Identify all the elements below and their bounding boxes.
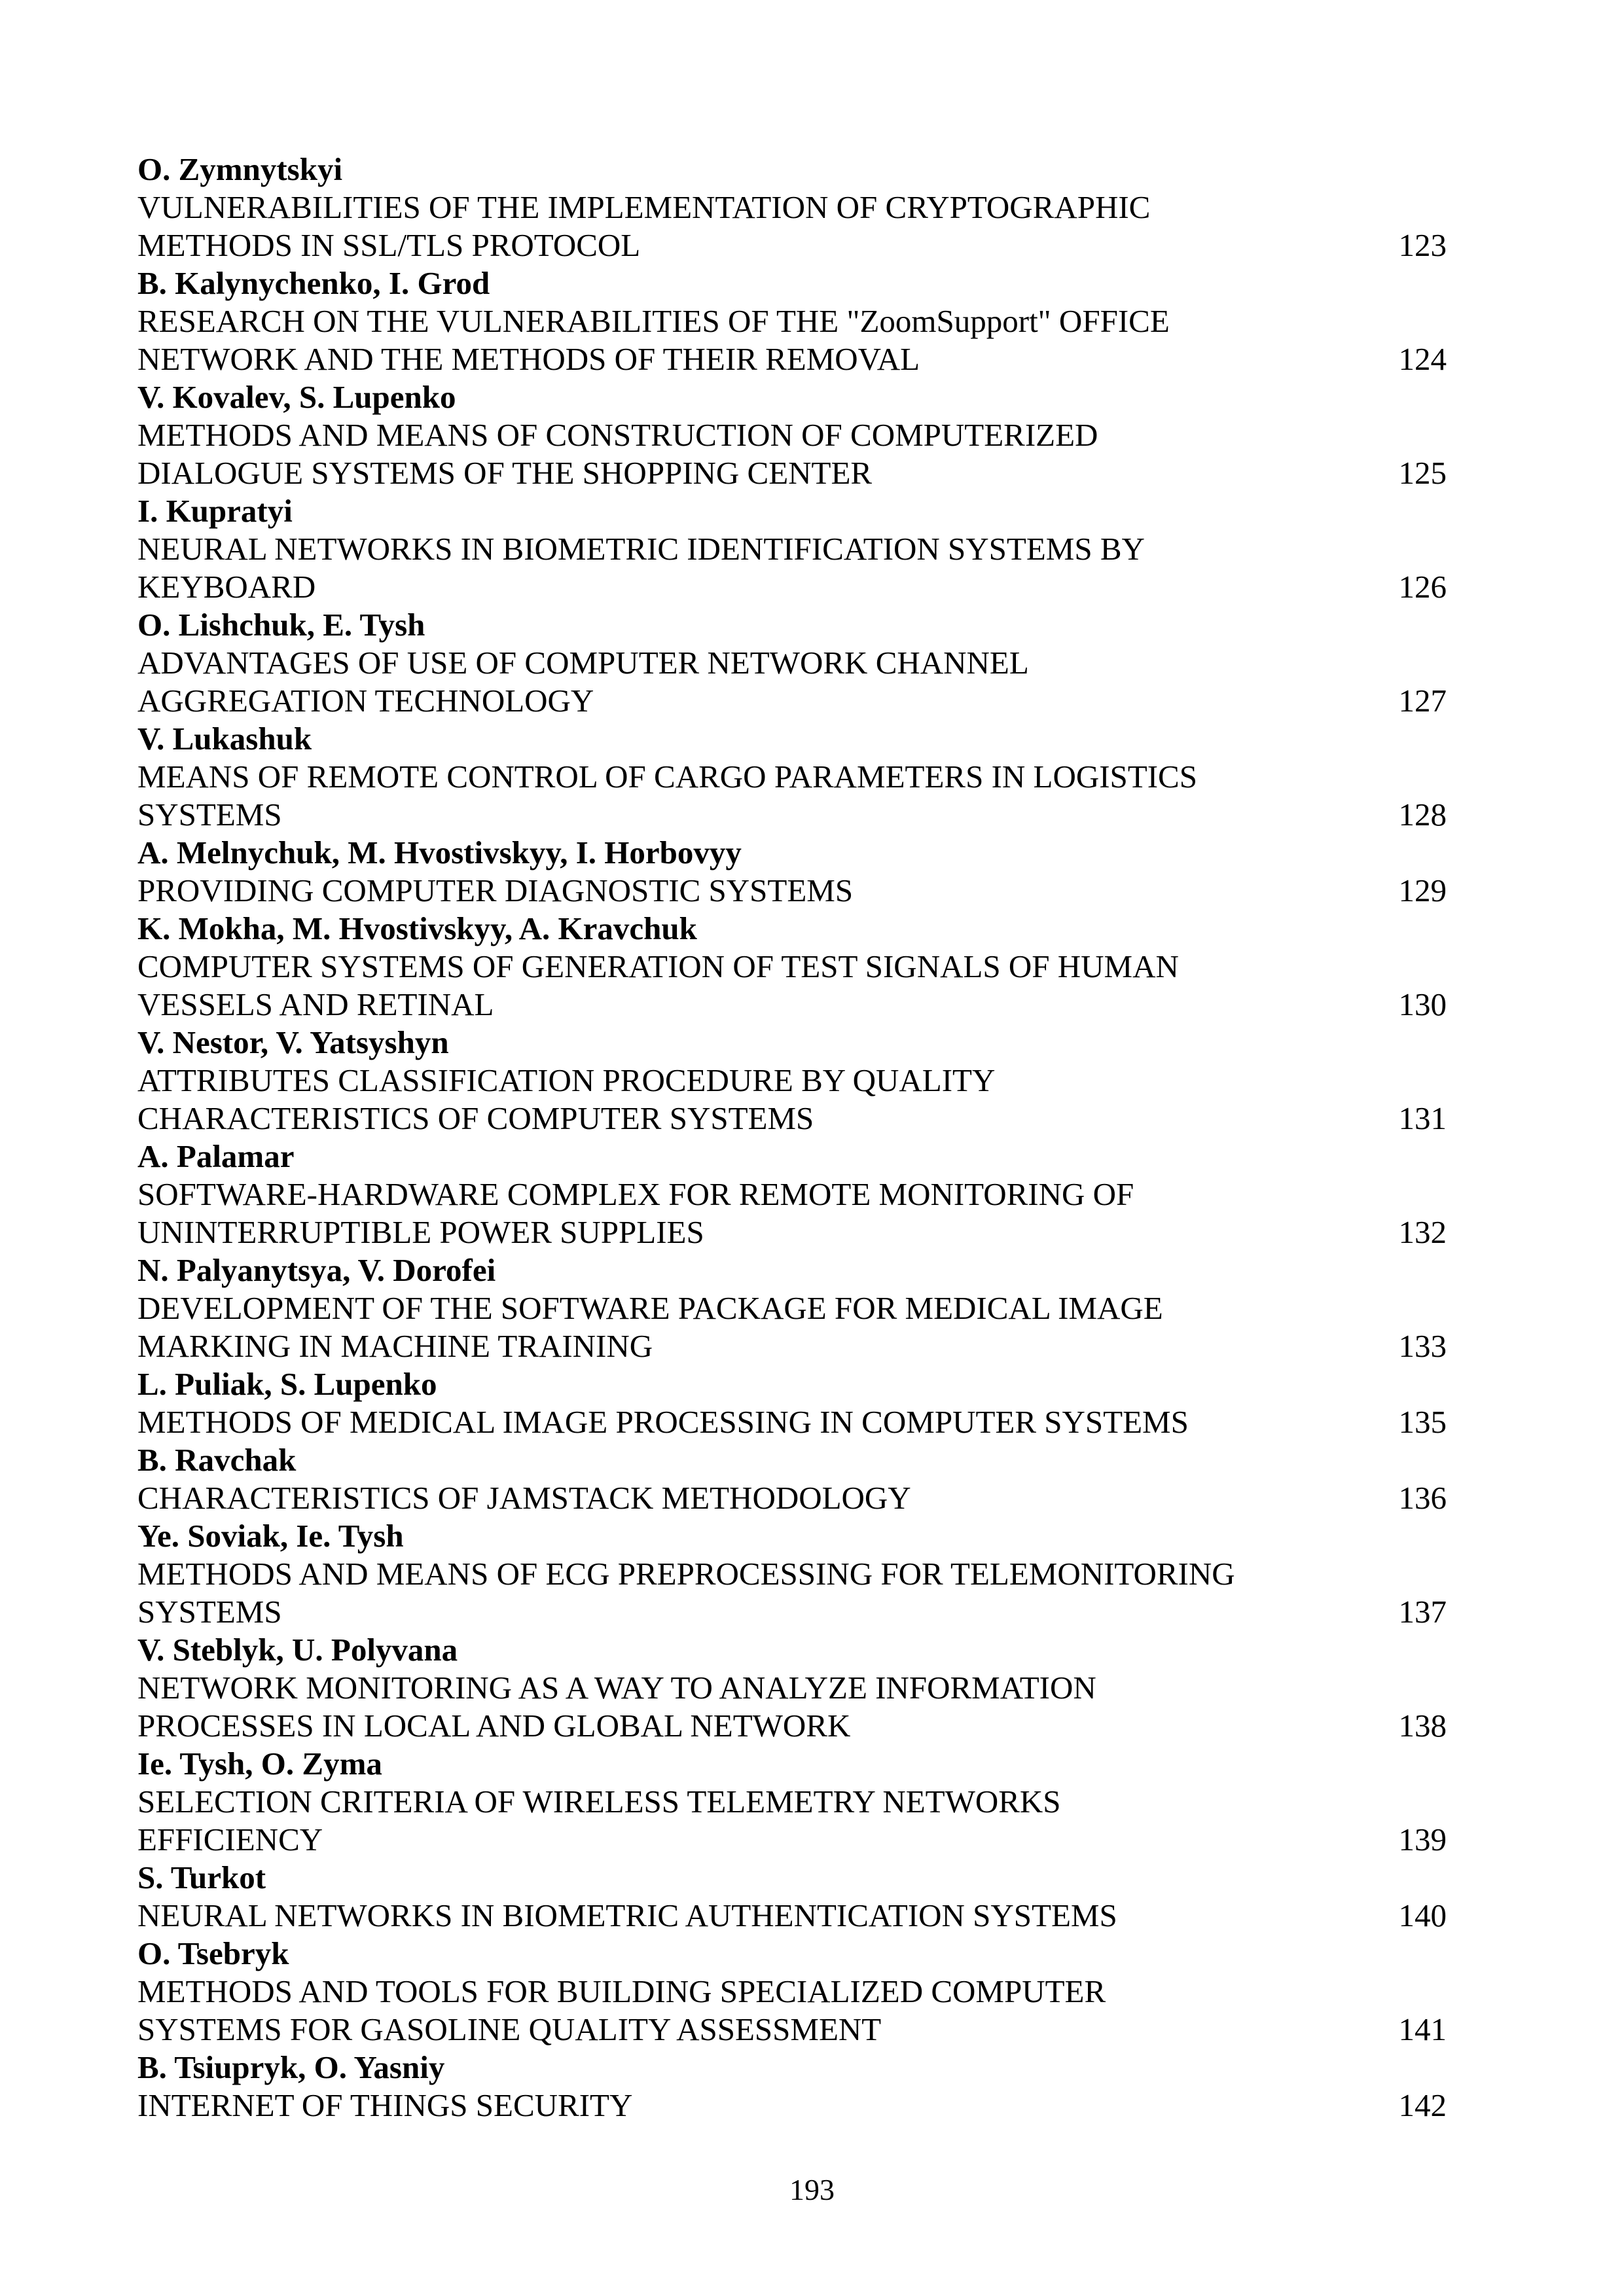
toc-entry-page-number: 129 bbox=[1398, 872, 1447, 908]
toc-entry-authors: Ye. Soviak, Ie. Tysh bbox=[137, 1518, 404, 1554]
toc-entry-title-line bbox=[137, 226, 1447, 264]
toc-entry-page-number: 142 bbox=[1398, 2087, 1447, 2123]
toc-entry-title: VULNERABILITIES OF THE IMPLEMENTATION OF CRYPTOGRAPHIC bbox=[137, 189, 1151, 225]
toc-entry-title-line bbox=[137, 1289, 1447, 1327]
toc-entry-authors: N. Palyanytsya, V. Dorofei bbox=[137, 1252, 496, 1288]
toc-entry-title-line bbox=[137, 188, 1447, 226]
toc-entry-page-number: 131 bbox=[1398, 1100, 1447, 1136]
toc-entry-authors: O. Lishchuk, E. Tysh bbox=[137, 607, 425, 643]
toc-entry-authors: O. Tsebryk bbox=[137, 1935, 289, 1971]
toc-entry bbox=[137, 1859, 1447, 1935]
toc-entry-title-line bbox=[137, 1175, 1447, 1213]
toc-entry-page-number: 135 bbox=[1398, 1404, 1447, 1440]
toc-entry-title-line bbox=[137, 986, 1447, 1024]
toc-entry-title: PROVIDING COMPUTER DIAGNOSTIC SYSTEMS bbox=[137, 872, 854, 908]
toc-entry-title-line bbox=[137, 872, 1447, 910]
toc-entry-authors: B. Tsiupryk, O. Yasniy bbox=[137, 2049, 445, 2085]
toc-entry-title-line bbox=[137, 2011, 1447, 2049]
toc-entry-title: RESEARCH ON THE VULNERABILITIES OF THE "ZoomSupport" OFFICE bbox=[137, 303, 1170, 339]
toc-entry-title: NEURAL NETWORKS IN BIOMETRIC IDENTIFICATION SYSTEMS BY bbox=[137, 531, 1145, 567]
toc-entry-authors: S. Turkot bbox=[137, 1859, 266, 1895]
toc-entry-title: ADVANTAGES OF USE OF COMPUTER NETWORK CHANNEL bbox=[137, 645, 1029, 681]
toc-entry-title: SELECTION CRITERIA OF WIRELESS TELEMETRY NETWORKS bbox=[137, 1784, 1061, 1820]
toc-entry-title: KEYBOARD bbox=[137, 569, 316, 605]
toc-entry-title-line bbox=[137, 1062, 1447, 1100]
toc-entry-title: EFFICIENCY bbox=[137, 1821, 323, 1857]
toc-entry-title-line bbox=[137, 1213, 1447, 1251]
toc-entry bbox=[137, 264, 1447, 378]
toc-entry-authors: B. Kalynychenko, I. Grod bbox=[137, 265, 490, 301]
toc-entry-title: COMPUTER SYSTEMS OF GENERATION OF TEST SIGNALS OF HUMAN bbox=[137, 948, 1179, 984]
toc-entry-title: MARKING IN MACHINE TRAINING bbox=[137, 1328, 653, 1364]
toc-entry bbox=[137, 1024, 1447, 1138]
toc-entry-title-line bbox=[137, 1100, 1447, 1138]
toc-entry-authors: V. Steblyk, U. Polyvana bbox=[137, 1632, 458, 1668]
toc-entry-title: AGGREGATION TECHNOLOGY bbox=[137, 683, 594, 719]
toc-entry-title-line bbox=[137, 1479, 1447, 1517]
toc-entry-title-line bbox=[137, 416, 1447, 454]
toc-entry-title: SOFTWARE-HARDWARE COMPLEX FOR REMOTE MONITORING OF bbox=[137, 1176, 1134, 1212]
toc-entry-page-number: 124 bbox=[1398, 341, 1447, 377]
toc-entry-title: METHODS OF MEDICAL IMAGE PROCESSING IN COMPUTER SYSTEMS bbox=[137, 1404, 1189, 1440]
toc-entry-title-line bbox=[137, 1403, 1447, 1441]
toc-entry-title-line bbox=[137, 1707, 1447, 1745]
table-of-contents bbox=[137, 151, 1447, 2125]
toc-entry bbox=[137, 720, 1447, 834]
toc-entry-page-number: 126 bbox=[1398, 569, 1447, 605]
toc-entry bbox=[137, 1441, 1447, 1517]
toc-entry-title: MEANS OF REMOTE CONTROL OF CARGO PARAMETERS IN LOGISTICS bbox=[137, 759, 1197, 795]
toc-entry-page-number: 141 bbox=[1398, 2011, 1447, 2047]
toc-entry-title-line bbox=[137, 1555, 1447, 1593]
toc-entry-title: NETWORK AND THE METHODS OF THEIR REMOVAL bbox=[137, 341, 920, 377]
toc-entry-title: CHARACTERISTICS OF COMPUTER SYSTEMS bbox=[137, 1100, 814, 1136]
toc-entry-title-line bbox=[137, 340, 1447, 378]
toc-entry-authors: K. Mokha, M. Hvostivskyy, A. Kravchuk bbox=[137, 910, 697, 946]
toc-entry-title-line bbox=[137, 1783, 1447, 1821]
toc-entry-title: DIALOGUE SYSTEMS OF THE SHOPPING CENTER bbox=[137, 455, 873, 491]
toc-entry-title-line bbox=[137, 758, 1447, 796]
toc-entry-title: ATTRIBUTES CLASSIFICATION PROCEDURE BY QUALITY bbox=[137, 1062, 996, 1098]
toc-entry-authors: I. Kupratyi bbox=[137, 493, 293, 529]
toc-entry-authors: V. Nestor, V. Yatsyshyn bbox=[137, 1024, 449, 1060]
toc-entry-title: SYSTEMS FOR GASOLINE QUALITY ASSESSMENT bbox=[137, 2011, 882, 2047]
toc-entry-title: NEURAL NETWORKS IN BIOMETRIC AUTHENTICATION SYSTEMS bbox=[137, 1897, 1117, 1933]
toc-entry-title-line bbox=[137, 1897, 1447, 1935]
toc-entry bbox=[137, 2049, 1447, 2125]
toc-entry-page-number: 136 bbox=[1398, 1480, 1447, 1516]
toc-entry-page-number: 123 bbox=[1398, 227, 1447, 263]
toc-entry-title-line bbox=[137, 454, 1447, 492]
toc-entry-authors: Ie. Tysh, O. Zyma bbox=[137, 1746, 382, 1782]
toc-entry bbox=[137, 1517, 1447, 1631]
toc-entry-title-line bbox=[137, 568, 1447, 606]
toc-entry-title: METHODS AND MEANS OF CONSTRUCTION OF COMPUTERIZED bbox=[137, 417, 1098, 453]
toc-entry-title-line bbox=[137, 644, 1447, 682]
toc-entry-page-number: 130 bbox=[1398, 986, 1447, 1022]
toc-entry-title: SYSTEMS bbox=[137, 1594, 282, 1630]
toc-entry bbox=[137, 1631, 1447, 1745]
toc-entry-title-line bbox=[137, 1327, 1447, 1365]
toc-entry-page-number: 125 bbox=[1398, 455, 1447, 491]
toc-entry bbox=[137, 606, 1447, 720]
toc-entry-title: METHODS AND TOOLS FOR BUILDING SPECIALIZED COMPUTER bbox=[137, 1973, 1106, 2009]
toc-entry bbox=[137, 378, 1447, 492]
toc-entry-title: INTERNET OF THINGS SECURITY bbox=[137, 2087, 633, 2123]
toc-entry-authors: O. Zymnytskyi bbox=[137, 151, 343, 187]
toc-entry-title-line bbox=[137, 1821, 1447, 1859]
toc-entry-title: METHODS IN SSL/TLS PROTOCOL bbox=[137, 227, 641, 263]
toc-entry-authors: V. Lukashuk bbox=[137, 721, 312, 757]
toc-entry-page-number: 132 bbox=[1398, 1214, 1447, 1250]
toc-entry-title: UNINTERRUPTIBLE POWER SUPPLIES bbox=[137, 1214, 704, 1250]
toc-entry bbox=[137, 151, 1447, 264]
toc-entry-authors: V. Kovalev, S. Lupenko bbox=[137, 379, 456, 415]
toc-entry-page-number: 140 bbox=[1398, 1897, 1447, 1933]
toc-entry-page-number: 137 bbox=[1398, 1594, 1447, 1630]
toc-entry-title-line bbox=[137, 1973, 1447, 2011]
toc-entry bbox=[137, 1365, 1447, 1441]
toc-entry-title: SYSTEMS bbox=[137, 797, 282, 833]
toc-entry-title-line bbox=[137, 302, 1447, 340]
toc-entry-page-number: 127 bbox=[1398, 683, 1447, 719]
toc-entry-page-number: 139 bbox=[1398, 1821, 1447, 1857]
toc-entry-title-line bbox=[137, 1669, 1447, 1707]
toc-entry-title-line bbox=[137, 796, 1447, 834]
toc-entry-title-line bbox=[137, 948, 1447, 986]
toc-entry-title-line bbox=[137, 1593, 1447, 1631]
toc-entry bbox=[137, 1251, 1447, 1365]
toc-entry-title: METHODS AND MEANS OF ECG PREPROCESSING FOR TELEMONITORING bbox=[137, 1556, 1235, 1592]
toc-entry bbox=[137, 1935, 1447, 2049]
toc-entry-title: PROCESSES IN LOCAL AND GLOBAL NETWORK bbox=[137, 1708, 851, 1744]
toc-entry bbox=[137, 1138, 1447, 1251]
toc-entry-title: VESSELS AND RETINAL bbox=[137, 986, 494, 1022]
toc-entry-title-line bbox=[137, 2087, 1447, 2125]
toc-entry-authors: L. Puliak, S. Lupenko bbox=[137, 1366, 437, 1402]
toc-entry-page-number: 128 bbox=[1398, 797, 1447, 833]
toc-entry-page-number: 133 bbox=[1398, 1328, 1447, 1364]
toc-entry bbox=[137, 1745, 1447, 1859]
toc-entry-authors: A. Palamar bbox=[137, 1138, 295, 1174]
toc-entry-authors: A. Melnychuk, M. Hvostivskyy, I. Horbovyy bbox=[137, 834, 742, 870]
toc-entry-title: DEVELOPMENT OF THE SOFTWARE PACKAGE FOR MEDICAL IMAGE bbox=[137, 1290, 1163, 1326]
page-number-footer: 193 bbox=[789, 2173, 835, 2206]
toc-entry-title-line bbox=[137, 530, 1447, 568]
toc-entry bbox=[137, 910, 1447, 1024]
toc-entry-page-number: 138 bbox=[1398, 1708, 1447, 1744]
toc-entry-title: NETWORK MONITORING AS A WAY TO ANALYZE INFORMATION bbox=[137, 1670, 1096, 1706]
toc-entry bbox=[137, 834, 1447, 910]
toc-entry bbox=[137, 492, 1447, 606]
toc-entry-title: CHARACTERISTICS OF JAMSTACK METHODOLOGY bbox=[137, 1480, 911, 1516]
toc-entry-title-line bbox=[137, 682, 1447, 720]
toc-entry-authors: B. Ravchak bbox=[137, 1442, 297, 1478]
